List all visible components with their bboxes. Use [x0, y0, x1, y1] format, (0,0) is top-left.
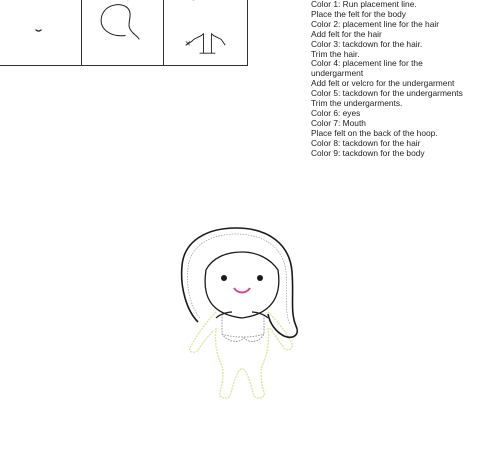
- instruction-line: Color 7: Mouth: [311, 117, 366, 128]
- instruction-line: Trim the undergarments.: [311, 98, 403, 109]
- color-thumbnail-strip: [0, 0, 248, 66]
- instruction-line: Color 5: tackdown for the undergarments: [311, 88, 463, 99]
- felt-doll-embroidery-icon: [172, 226, 312, 406]
- instruction-line: undergarment: [311, 68, 364, 79]
- hair-outline-icon: [82, 0, 163, 65]
- instruction-line: Color 4: placement line for the: [311, 58, 423, 69]
- instruction-line: Color 9: tackdown for the body: [311, 147, 425, 158]
- instruction-line: Place felt on the back of the hoop.: [311, 127, 438, 138]
- right-eye-icon: [257, 275, 263, 281]
- instruction-line: Add felt for the hair: [311, 28, 382, 39]
- instruction-line: Color 2: placement line for the hair: [311, 18, 440, 29]
- thumbnail-cell-2: [82, 0, 164, 66]
- left-eye-icon: [221, 275, 227, 281]
- instruction-line: Color 3: tackdown for the hair.: [311, 38, 423, 49]
- instruction-line: Add felt or velcro for the undergarment: [311, 78, 455, 89]
- mouth-stitch-icon: [0, 0, 81, 65]
- thumbnail-cell-1: [0, 0, 82, 66]
- instruction-line: Color 1: Run placement line.: [311, 0, 417, 9]
- instruction-line: Color 8: tackdown for the hair: [311, 137, 421, 148]
- thumbnail-cell-3: [164, 0, 248, 66]
- instruction-line: Trim the hair.: [311, 48, 360, 59]
- face-outline: [205, 252, 279, 318]
- stitch-instructions-list: [311, 0, 486, 159]
- instruction-line: Place the felt for the body: [311, 8, 406, 19]
- instruction-line: Color 6: eyes: [311, 107, 361, 118]
- doll-body-stitch: [190, 312, 293, 398]
- body-outline-icon: [164, 0, 247, 65]
